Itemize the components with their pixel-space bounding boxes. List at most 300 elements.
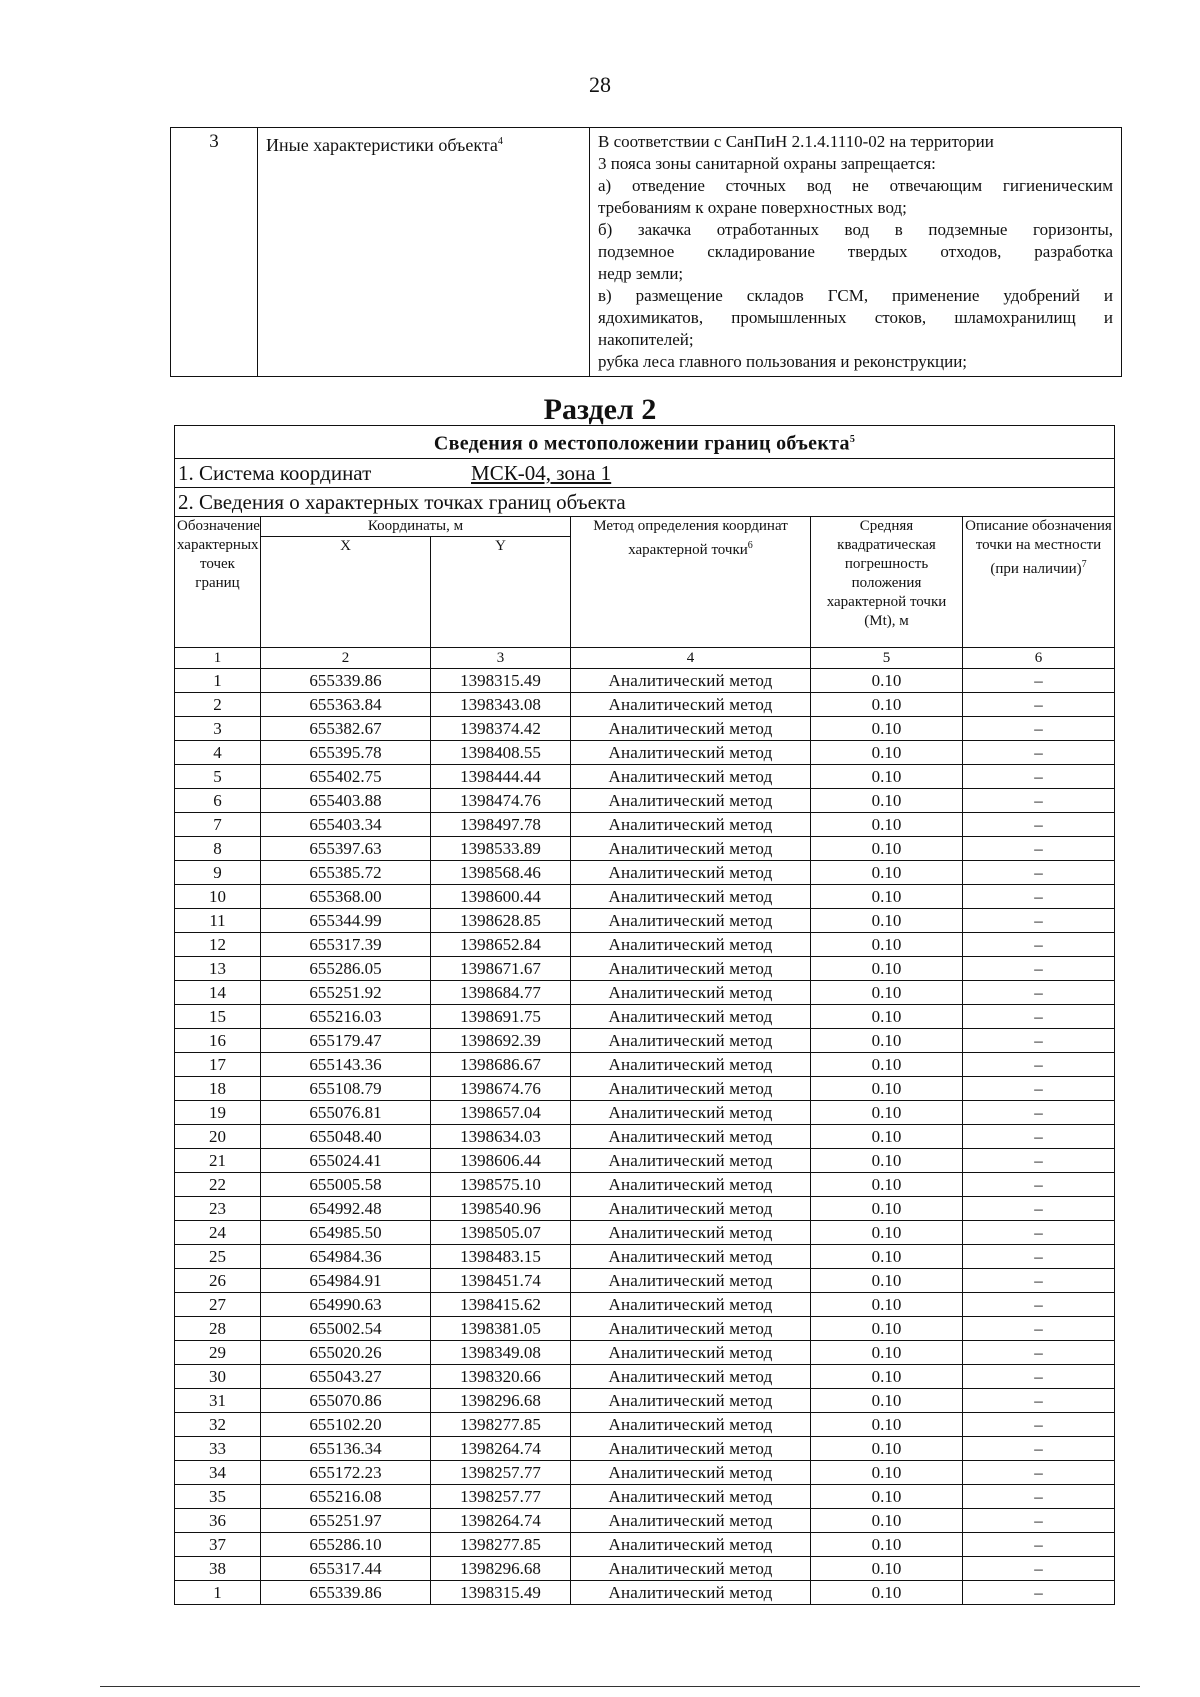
point-number-cell: 22 [175, 1172, 261, 1196]
error-cell: 0.10 [811, 1484, 963, 1508]
table-row [175, 1508, 1115, 1532]
points-label-row [175, 487, 1115, 516]
y-coord-cell: 1398505.07 [431, 1220, 571, 1244]
coord-system [175, 458, 1115, 487]
description-cell: – [963, 1484, 1115, 1508]
point-number-cell: 19 [175, 1100, 261, 1124]
point-number-cell: 5 [175, 764, 261, 788]
x-coord-cell: 655251.92 [261, 980, 431, 1004]
restriction-line: ядохимикатов, промышленных стоков, шламохранилищ и [598, 308, 1113, 327]
description-cell: – [963, 1172, 1115, 1196]
table-row [175, 1556, 1115, 1580]
footnote-mark: 7 [1081, 558, 1087, 570]
table-row [175, 1436, 1115, 1460]
method-cell: Аналитический метод [571, 1220, 811, 1244]
table-row [175, 1076, 1115, 1100]
x-coord-cell: 655216.08 [261, 1484, 431, 1508]
x-coord-cell: 655402.75 [261, 764, 431, 788]
point-number-cell: 9 [175, 860, 261, 884]
error-cell: 0.10 [811, 1532, 963, 1556]
description-cell: – [963, 980, 1115, 1004]
header-row-1 [175, 516, 1115, 536]
y-coord-cell: 1398277.85 [431, 1412, 571, 1436]
method-cell: Аналитический метод [571, 716, 811, 740]
y-coord-cell: 1398315.49 [431, 1580, 571, 1604]
y-coord-cell: 1398343.08 [431, 692, 571, 716]
point-number-cell: 8 [175, 836, 261, 860]
method-cell: Аналитический метод [571, 1460, 811, 1484]
y-coord-cell: 1398568.46 [431, 860, 571, 884]
section-title: Раздел 2 [543, 393, 657, 426]
error-cell: 0.10 [811, 692, 963, 716]
error-cell: 0.10 [811, 1508, 963, 1532]
point-number-cell: 28 [175, 1316, 261, 1340]
x-coord-cell: 655368.00 [261, 884, 431, 908]
method-cell: Аналитический метод [571, 1100, 811, 1124]
error-cell: 0.10 [811, 1316, 963, 1340]
error-cell: 0.10 [811, 1244, 963, 1268]
table-row [175, 764, 1115, 788]
x-coord-cell: 655382.67 [261, 716, 431, 740]
description-cell: – [963, 1052, 1115, 1076]
table-row [175, 1028, 1115, 1052]
y-coord-cell: 1398296.68 [431, 1388, 571, 1412]
error-cell: 0.10 [811, 1076, 963, 1100]
y-coord-cell: 1398600.44 [431, 884, 571, 908]
error-cell: 0.10 [811, 1556, 963, 1580]
description-cell: – [963, 1028, 1115, 1052]
method-cell: Аналитический метод [571, 1532, 811, 1556]
point-number-cell: 4 [175, 740, 261, 764]
restriction-line: В соответствии с СанПиН 2.1.4.1110-02 на территории [598, 132, 994, 151]
error-cell: 0.10 [811, 1148, 963, 1172]
x-coord-cell: 655317.39 [261, 932, 431, 956]
error-cell: 0.10 [811, 1412, 963, 1436]
table-row [175, 1196, 1115, 1220]
restriction-line: рубка леса главного пользования и реконструкции; [598, 352, 968, 371]
y-coord-cell: 1398474.76 [431, 788, 571, 812]
error-cell: 0.10 [811, 1052, 963, 1076]
description-cell: – [963, 1412, 1115, 1436]
method-cell: Аналитический метод [571, 788, 811, 812]
description-cell: – [963, 1316, 1115, 1340]
x-coord-cell: 655339.86 [261, 1580, 431, 1604]
description-cell: – [963, 716, 1115, 740]
point-number-cell: 35 [175, 1484, 261, 1508]
method-cell: Аналитический метод [571, 1052, 811, 1076]
y-coord-cell: 1398349.08 [431, 1340, 571, 1364]
table-row [175, 1244, 1115, 1268]
method-cell: Аналитический метод [571, 1028, 811, 1052]
table-row [175, 668, 1115, 692]
table-row [175, 1052, 1115, 1076]
row-number: 3 [171, 128, 258, 377]
method-cell: Аналитический метод [571, 692, 811, 716]
point-number-cell: 7 [175, 812, 261, 836]
y-coord-cell: 1398634.03 [431, 1124, 571, 1148]
table-title-text: Сведения о местоположении границ объекта [433, 432, 850, 455]
x-coord-cell: 655143.36 [261, 1052, 431, 1076]
table-title [175, 426, 1115, 459]
point-number-cell: 1 [175, 1580, 261, 1604]
x-coord-cell: 655043.27 [261, 1364, 431, 1388]
error-cell: 0.10 [811, 1268, 963, 1292]
table-title-row [175, 426, 1115, 459]
point-number-cell: 11 [175, 908, 261, 932]
y-coord-cell: 1398575.10 [431, 1172, 571, 1196]
point-number-cell: 18 [175, 1076, 261, 1100]
restriction-line: 3 пояса зоны санитарной охраны запрещается: [598, 154, 936, 173]
x-coord-cell: 655397.63 [261, 836, 431, 860]
column-number: 2 [261, 647, 431, 668]
table-row [175, 884, 1115, 908]
x-coord-cell: 655048.40 [261, 1124, 431, 1148]
description-cell: – [963, 1508, 1115, 1532]
table-row [175, 908, 1115, 932]
table-row [175, 1532, 1115, 1556]
y-coord-cell: 1398408.55 [431, 740, 571, 764]
method-cell: Аналитический метод [571, 1316, 811, 1340]
column-number: 4 [571, 647, 811, 668]
description-cell: – [963, 1244, 1115, 1268]
x-coord-cell: 655403.88 [261, 788, 431, 812]
description-cell: – [963, 1292, 1115, 1316]
description-cell: – [963, 1556, 1115, 1580]
error-cell: 0.10 [811, 956, 963, 980]
description-cell: – [963, 1388, 1115, 1412]
method-cell: Аналитический метод [571, 1412, 811, 1436]
error-cell: 0.10 [811, 1340, 963, 1364]
restriction-line: в) размещение складов ГСМ, применение удобрений и [598, 286, 1113, 305]
y-coord-cell: 1398264.74 [431, 1508, 571, 1532]
x-coord-cell: 655385.72 [261, 860, 431, 884]
coord-system-label: 1. Система координат [178, 460, 372, 485]
row-label-text: Иные характеристики объекта [266, 135, 498, 155]
x-coord-cell: 654984.36 [261, 1244, 431, 1268]
table-row [175, 812, 1115, 836]
point-number-cell: 26 [175, 1268, 261, 1292]
y-coord-cell: 1398320.66 [431, 1364, 571, 1388]
description-cell: – [963, 1532, 1115, 1556]
y-coord-cell: 1398264.74 [431, 1436, 571, 1460]
column-number: 1 [175, 647, 261, 668]
y-coord-cell: 1398381.05 [431, 1316, 571, 1340]
point-number-cell: 2 [175, 692, 261, 716]
method-cell: Аналитический метод [571, 884, 811, 908]
x-coord-cell: 655020.26 [261, 1340, 431, 1364]
table-row [175, 1220, 1115, 1244]
description-cell: – [963, 692, 1115, 716]
method-cell: Аналитический метод [571, 1292, 811, 1316]
table-row [175, 1580, 1115, 1604]
description-cell: – [963, 740, 1115, 764]
y-coord-cell: 1398686.67 [431, 1052, 571, 1076]
page-bottom-divider [100, 1686, 1140, 1687]
error-cell: 0.10 [811, 980, 963, 1004]
point-number-cell: 27 [175, 1292, 261, 1316]
y-coord-cell: 1398257.77 [431, 1484, 571, 1508]
point-number-cell: 29 [175, 1340, 261, 1364]
description-cell: – [963, 1196, 1115, 1220]
point-number-cell: 37 [175, 1532, 261, 1556]
error-cell: 0.10 [811, 812, 963, 836]
description-cell: – [963, 788, 1115, 812]
column-number: 6 [963, 647, 1115, 668]
point-number-cell: 32 [175, 1412, 261, 1436]
y-coord-cell: 1398277.85 [431, 1532, 571, 1556]
coord-system-value: МСК-04, зона 1 [471, 460, 612, 485]
description-cell: – [963, 860, 1115, 884]
header-y: Y [431, 536, 571, 647]
error-cell: 0.10 [811, 1292, 963, 1316]
method-cell: Аналитический метод [571, 1004, 811, 1028]
description-cell: – [963, 1076, 1115, 1100]
header-x: X [261, 536, 431, 647]
table-row [175, 932, 1115, 956]
table-row [175, 788, 1115, 812]
x-coord-cell: 655005.58 [261, 1172, 431, 1196]
table-row [175, 836, 1115, 860]
x-coord-cell: 655317.44 [261, 1556, 431, 1580]
description-cell: – [963, 1436, 1115, 1460]
footnote-mark: 4 [497, 136, 503, 147]
description-cell: – [963, 1220, 1115, 1244]
points-label: 2. Сведения о характерных точках границ объекта [175, 487, 1115, 516]
x-coord-cell: 655286.05 [261, 956, 431, 980]
method-cell: Аналитический метод [571, 1364, 811, 1388]
restriction-line: требованиям к охране поверхностных вод; [598, 198, 907, 217]
method-cell: Аналитический метод [571, 956, 811, 980]
table-row [175, 1388, 1115, 1412]
x-coord-cell: 655108.79 [261, 1076, 431, 1100]
method-cell: Аналитический метод [571, 1508, 811, 1532]
point-number-cell: 23 [175, 1196, 261, 1220]
restriction-line: б) закачка отработанных вод в подземные горизонты, [598, 220, 1113, 239]
description-cell: – [963, 1148, 1115, 1172]
description-cell: – [963, 1364, 1115, 1388]
description-cell: – [963, 812, 1115, 836]
points-rows [175, 668, 1115, 1604]
page-number: 28 [589, 72, 611, 97]
y-coord-cell: 1398628.85 [431, 908, 571, 932]
boundary-points-table [174, 425, 1115, 1605]
method-cell: Аналитический метод [571, 908, 811, 932]
x-coord-cell: 655172.23 [261, 1460, 431, 1484]
description-cell: – [963, 932, 1115, 956]
point-number-cell: 38 [175, 1556, 261, 1580]
description-cell: – [963, 1004, 1115, 1028]
table-row [175, 956, 1115, 980]
table-row [175, 1004, 1115, 1028]
header-designation: Обозначение характерных точек границ [175, 516, 261, 647]
point-number-cell: 17 [175, 1052, 261, 1076]
column-number: 5 [811, 647, 963, 668]
description-cell: – [963, 884, 1115, 908]
y-coord-cell: 1398451.74 [431, 1268, 571, 1292]
table-row [175, 1100, 1115, 1124]
point-number-cell: 21 [175, 1148, 261, 1172]
x-coord-cell: 655102.20 [261, 1412, 431, 1436]
error-cell: 0.10 [811, 932, 963, 956]
x-coord-cell: 655339.86 [261, 668, 431, 692]
y-coord-cell: 1398692.39 [431, 1028, 571, 1052]
method-cell: Аналитический метод [571, 1124, 811, 1148]
point-number-cell: 16 [175, 1028, 261, 1052]
x-coord-cell: 655216.03 [261, 1004, 431, 1028]
x-coord-cell: 655024.41 [261, 1148, 431, 1172]
method-cell: Аналитический метод [571, 764, 811, 788]
point-number-cell: 12 [175, 932, 261, 956]
x-coord-cell: 655179.47 [261, 1028, 431, 1052]
x-coord-cell: 655070.86 [261, 1388, 431, 1412]
coord-system-row [175, 458, 1115, 487]
point-number-cell: 1 [175, 668, 261, 692]
error-cell: 0.10 [811, 884, 963, 908]
row-label [258, 128, 590, 377]
table-row [175, 980, 1115, 1004]
point-number-cell: 13 [175, 956, 261, 980]
method-cell: Аналитический метод [571, 1388, 811, 1412]
method-cell: Аналитический метод [571, 932, 811, 956]
table-row [175, 1484, 1115, 1508]
table-row [175, 1316, 1115, 1340]
error-cell: 0.10 [811, 1196, 963, 1220]
error-cell: 0.10 [811, 788, 963, 812]
point-number-cell: 15 [175, 1004, 261, 1028]
error-cell: 0.10 [811, 1364, 963, 1388]
header-error: Средняя квадратическая погрешность положения характерной точки (Mt), м [811, 516, 963, 647]
x-coord-cell: 655136.34 [261, 1436, 431, 1460]
description-cell: – [963, 1268, 1115, 1292]
header-description-text: Описание обозначения точки на местности (при наличии) [965, 517, 1112, 577]
y-coord-cell: 1398257.77 [431, 1460, 571, 1484]
y-coord-cell: 1398657.04 [431, 1100, 571, 1124]
description-cell: – [963, 1124, 1115, 1148]
error-cell: 0.10 [811, 1004, 963, 1028]
restrictions-row [171, 128, 1122, 377]
method-cell: Аналитический метод [571, 1244, 811, 1268]
table-row [175, 692, 1115, 716]
point-number-cell: 25 [175, 1244, 261, 1268]
method-cell: Аналитический метод [571, 860, 811, 884]
method-cell: Аналитический метод [571, 980, 811, 1004]
point-number-cell: 24 [175, 1220, 261, 1244]
table-row [175, 1172, 1115, 1196]
column-numbers-row [175, 647, 1115, 668]
error-cell: 0.10 [811, 1172, 963, 1196]
description-cell: – [963, 1100, 1115, 1124]
table-row [175, 1412, 1115, 1436]
table-row [175, 1340, 1115, 1364]
method-cell: Аналитический метод [571, 1172, 811, 1196]
description-cell: – [963, 1580, 1115, 1604]
description-cell: – [963, 1340, 1115, 1364]
error-cell: 0.10 [811, 908, 963, 932]
point-number-cell: 34 [175, 1460, 261, 1484]
error-cell: 0.10 [811, 1220, 963, 1244]
column-number: 3 [431, 647, 571, 668]
header-description [963, 516, 1115, 647]
table-row [175, 1292, 1115, 1316]
error-cell: 0.10 [811, 1580, 963, 1604]
method-cell: Аналитический метод [571, 1556, 811, 1580]
point-number-cell: 3 [175, 716, 261, 740]
header-method-text: Метод определения координат характерной точки [593, 517, 788, 558]
restrictions-table [170, 127, 1122, 377]
header-coords: Координаты, м [261, 516, 571, 536]
restriction-line: подземное складирование твердых отходов, разработка [598, 242, 1113, 261]
method-cell: Аналитический метод [571, 668, 811, 692]
error-cell: 0.10 [811, 1436, 963, 1460]
error-cell: 0.10 [811, 1388, 963, 1412]
x-coord-cell: 655363.84 [261, 692, 431, 716]
description-cell: – [963, 764, 1115, 788]
method-cell: Аналитический метод [571, 1268, 811, 1292]
method-cell: Аналитический метод [571, 1340, 811, 1364]
method-cell: Аналитический метод [571, 812, 811, 836]
table-row [175, 1124, 1115, 1148]
table-row [175, 1148, 1115, 1172]
x-coord-cell: 655251.97 [261, 1508, 431, 1532]
x-coord-cell: 655002.54 [261, 1316, 431, 1340]
x-coord-cell: 655344.99 [261, 908, 431, 932]
error-cell: 0.10 [811, 1100, 963, 1124]
x-coord-cell: 655076.81 [261, 1100, 431, 1124]
y-coord-cell: 1398674.76 [431, 1076, 571, 1100]
method-cell: Аналитический метод [571, 1076, 811, 1100]
error-cell: 0.10 [811, 1124, 963, 1148]
y-coord-cell: 1398606.44 [431, 1148, 571, 1172]
table-row [175, 1460, 1115, 1484]
x-coord-cell: 655403.34 [261, 812, 431, 836]
error-cell: 0.10 [811, 740, 963, 764]
point-number-cell: 20 [175, 1124, 261, 1148]
method-cell: Аналитический метод [571, 1580, 811, 1604]
point-number-cell: 31 [175, 1388, 261, 1412]
point-number-cell: 6 [175, 788, 261, 812]
footnote-mark: 6 [747, 539, 753, 551]
error-cell: 0.10 [811, 668, 963, 692]
x-coord-cell: 654990.63 [261, 1292, 431, 1316]
table-row [175, 740, 1115, 764]
table-row [175, 1268, 1115, 1292]
x-coord-cell: 654992.48 [261, 1196, 431, 1220]
point-number-cell: 14 [175, 980, 261, 1004]
method-cell: Аналитический метод [571, 1148, 811, 1172]
y-coord-cell: 1398497.78 [431, 812, 571, 836]
y-coord-cell: 1398374.42 [431, 716, 571, 740]
method-cell: Аналитический метод [571, 836, 811, 860]
description-cell: – [963, 836, 1115, 860]
error-cell: 0.10 [811, 860, 963, 884]
method-cell: Аналитический метод [571, 1436, 811, 1460]
y-coord-cell: 1398652.84 [431, 932, 571, 956]
error-cell: 0.10 [811, 764, 963, 788]
footnote-mark: 5 [849, 434, 856, 445]
y-coord-cell: 1398444.44 [431, 764, 571, 788]
error-cell: 0.10 [811, 836, 963, 860]
y-coord-cell: 1398684.77 [431, 980, 571, 1004]
y-coord-cell: 1398691.75 [431, 1004, 571, 1028]
table-row [175, 1364, 1115, 1388]
method-cell: Аналитический метод [571, 1484, 811, 1508]
error-cell: 0.10 [811, 1460, 963, 1484]
point-number-cell: 10 [175, 884, 261, 908]
description-cell: – [963, 908, 1115, 932]
y-coord-cell: 1398315.49 [431, 668, 571, 692]
error-cell: 0.10 [811, 716, 963, 740]
y-coord-cell: 1398415.62 [431, 1292, 571, 1316]
